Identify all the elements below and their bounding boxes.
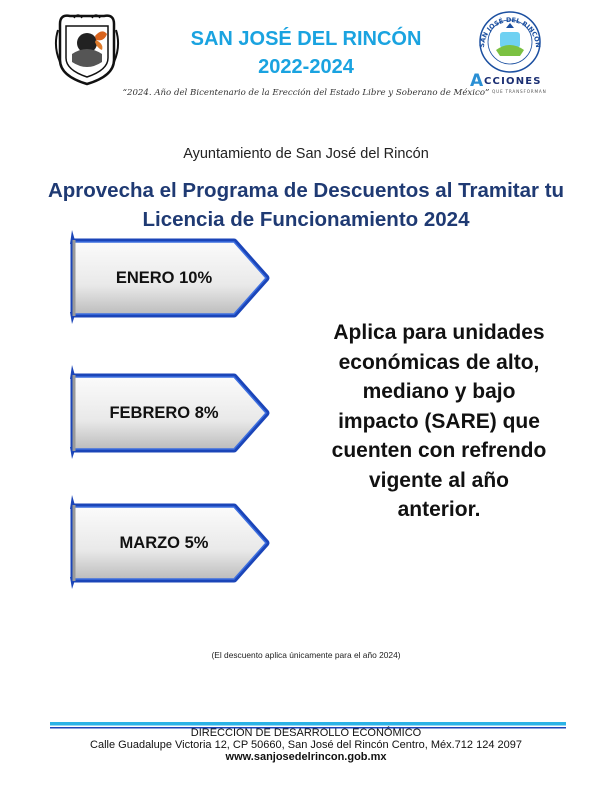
year-motto: “2024. Año del Bicentenario de la Erección del Estado Libre y Soberano de México” — [122, 88, 490, 98]
administration-years: 2022-2024 — [258, 56, 354, 78]
coat-of-arms-icon — [52, 10, 122, 86]
organization-title: SAN JOSÉ DEL RINCÓN — [190, 28, 422, 50]
applies-line: económicas de alto, — [338, 350, 540, 374]
discount-label: MARZO 5% — [119, 533, 209, 552]
footer-address: Calle Guadalupe Victoria 12, CP 50660, San José del Rincón Centro, Méx.712 124 2097 — [90, 739, 522, 751]
logo-tagline: QUE TRANSFORMAN — [492, 89, 547, 94]
headline-line-1: Aprovecha el Programa de Descuentos al Tramitar tu — [47, 179, 565, 202]
headline-line-2: Licencia de Funcionamiento 2024 — [142, 208, 470, 231]
discount-tab-enero — [66, 230, 276, 326]
applies-line: Aplica para unidades — [333, 321, 545, 344]
ayuntamiento-label: Ayuntamiento de San José del Rincón — [183, 146, 429, 162]
applies-line: anterior. — [397, 498, 481, 521]
logo-word: CCIONES — [484, 76, 542, 87]
footer-department: DIRECCION DE DESARROLLO ECONÓMICO — [190, 727, 422, 739]
applies-line: impacto (SARE) que — [338, 409, 540, 433]
discount-tab-marzo — [66, 495, 276, 591]
discount-label: ENERO 10% — [115, 268, 213, 287]
logo-initial: A — [470, 71, 484, 91]
applies-text — [318, 318, 560, 525]
discount-note: (El descuento aplica únicamente para el año 2024) — [211, 650, 401, 660]
discount-label: FEBRERO 8% — [109, 403, 219, 422]
acciones-logo-icon — [462, 6, 558, 96]
discount-tab-febrero — [66, 365, 276, 461]
applies-line: mediano y bajo — [362, 380, 516, 403]
applies-line: cuenten con refrendo — [331, 439, 547, 462]
applies-line: vigente al año — [368, 468, 510, 492]
footer-website-link[interactable]: www.sanjosedelrincon.gob.mx — [225, 751, 387, 763]
headline — [40, 176, 572, 234]
logo-ring-text: SAN JOSÉ DEL RINCÓN — [477, 15, 543, 48]
